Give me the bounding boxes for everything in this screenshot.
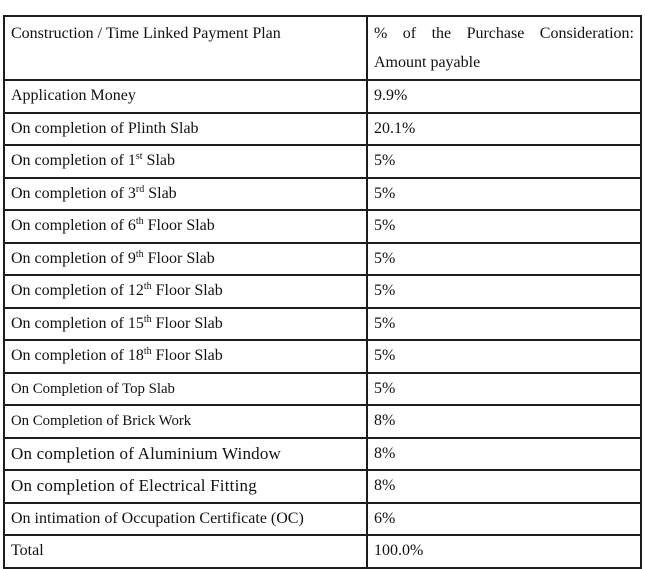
percentage-cell: 100.0% [367, 535, 641, 568]
stage-label: Total [11, 542, 44, 560]
payment-stage-cell [4, 113, 367, 146]
payment-stage-cell [4, 438, 367, 471]
table-row-electrical-fitting [4, 470, 641, 503]
table-row-3rd-slab [4, 178, 641, 211]
stage-label-rest: Floor Slab [143, 249, 215, 267]
table-row-15th-floor-slab [4, 308, 641, 341]
table-row-12th-floor-slab [4, 275, 641, 308]
payment-stage-cell [4, 340, 367, 373]
payment-stage-cell [4, 308, 367, 341]
header-cell-percentage [367, 16, 641, 80]
payment-stage-cell [4, 503, 367, 536]
stage-label-rest: Floor Slab [151, 347, 223, 365]
percentage-cell: 20.1% [367, 113, 641, 146]
header-percentage-line2: Amount payable [374, 54, 481, 71]
table-row-1st-slab [4, 145, 641, 178]
ordinal-suffix: th [135, 216, 144, 228]
stage-label: On completion of Aluminium Window [11, 443, 282, 463]
stage-label: On completion of 15 [11, 314, 144, 332]
stage-label: On completion of 3 [11, 184, 136, 202]
stage-label: On intimation of Occupation Certificate (OC) [11, 509, 304, 527]
stage-label: On Completion of Brick Work [11, 413, 192, 430]
table-row-9th-floor-slab [4, 243, 641, 276]
percentage-cell: 5% [367, 145, 641, 178]
table-row-aluminium-window [4, 438, 641, 471]
percentage-cell: 8% [367, 438, 641, 471]
ordinal-suffix: th [143, 346, 152, 358]
table-row-top-slab [4, 373, 641, 406]
table-row-occupation-certificate [4, 503, 641, 536]
stage-label: On Completion of Top Slab [11, 380, 175, 397]
percentage-cell: 9.9% [367, 80, 641, 113]
header-percentage-line1: % of the Purchase Consideration: [374, 25, 634, 42]
table-row-6th-floor-slab [4, 210, 641, 243]
table-row-brick-work [4, 405, 641, 438]
ordinal-suffix: rd [135, 183, 145, 195]
payment-stage-cell [4, 178, 367, 211]
percentage-cell: 5% [367, 210, 641, 243]
stage-label: On completion of 1 [11, 152, 136, 170]
stage-label-rest: Floor Slab [143, 217, 215, 235]
header-cell-payment-plan: Construction / Time Linked Payment Plan [4, 16, 367, 80]
ordinal-suffix: th [143, 313, 152, 325]
stage-label: On completion of 12 [11, 282, 144, 300]
payment-stage-cell [4, 275, 367, 308]
payment-stage-cell [4, 535, 367, 568]
payment-stage-cell [4, 210, 367, 243]
table-row-18th-floor-slab [4, 340, 641, 373]
payment-stage-cell [4, 470, 367, 503]
payment-stage-cell [4, 80, 367, 113]
percentage-cell: 5% [367, 308, 641, 341]
stage-label-rest: Slab [144, 184, 177, 202]
stage-label: Application Money [11, 87, 136, 105]
payment-stage-cell [4, 243, 367, 276]
percentage-cell: 5% [367, 178, 641, 211]
ordinal-suffix: st [135, 151, 143, 163]
payment-plan-table [3, 15, 642, 569]
table-row-plinth-slab [4, 113, 641, 146]
stage-label: On completion of 18 [11, 347, 144, 365]
table-body [4, 80, 641, 568]
percentage-cell: 6% [367, 503, 641, 536]
percentage-cell: 5% [367, 373, 641, 406]
percentage-cell: 8% [367, 405, 641, 438]
ordinal-suffix: th [143, 281, 152, 293]
payment-stage-cell [4, 145, 367, 178]
payment-stage-cell [4, 405, 367, 438]
table-row-application-money [4, 80, 641, 113]
table-header [4, 16, 641, 80]
percentage-cell: 5% [367, 275, 641, 308]
percentage-cell: 5% [367, 340, 641, 373]
stage-label-rest: Slab [142, 152, 175, 170]
ordinal-suffix: th [135, 248, 144, 260]
table-row-total [4, 535, 641, 568]
header-row [4, 16, 641, 80]
stage-label: On completion of 9 [11, 249, 136, 267]
stage-label: On completion of Electrical Fitting [11, 476, 257, 496]
percentage-cell: 8% [367, 470, 641, 503]
stage-label: On completion of 6 [11, 217, 136, 235]
stage-label: On completion of Plinth Slab [11, 119, 199, 137]
percentage-cell: 5% [367, 243, 641, 276]
stage-label-rest: Floor Slab [151, 314, 223, 332]
stage-label-rest: Floor Slab [151, 282, 223, 300]
payment-stage-cell [4, 373, 367, 406]
